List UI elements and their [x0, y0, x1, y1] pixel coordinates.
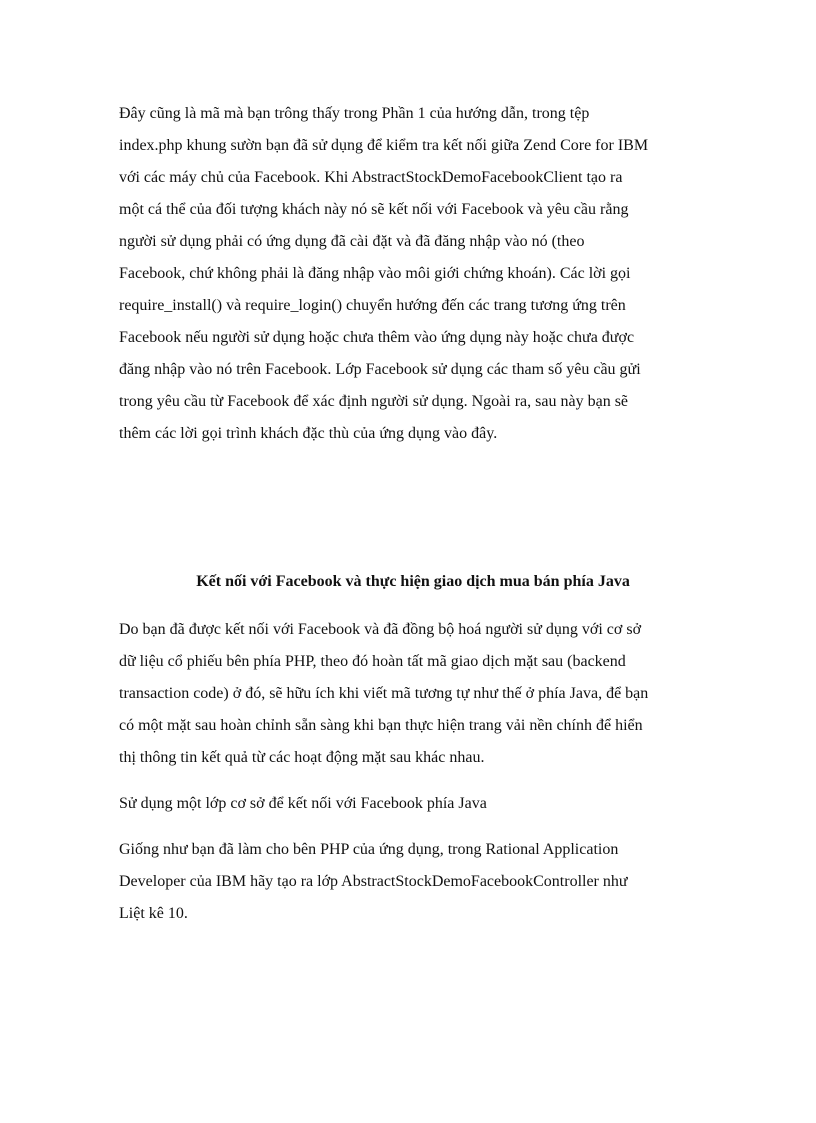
subheading-text: Sử dụng một lớp cơ sở để kết nối với Facebook phía Java [119, 795, 487, 812]
paragraph-line: đăng nhập vào nó trên Facebook. Lớp Facebook sử dụng các tham số yêu cầu gửi [119, 361, 641, 378]
paragraph-line: transaction code) ở đó, sẽ hữu ích khi viết mã tương tự như thế ở phía Java, để bạn [119, 685, 649, 702]
paragraph-java-backend [119, 614, 707, 774]
paragraph-line: Facebook nếu người sử dụng hoặc chưa thêm vào ứng dụng này hoặc chưa được [119, 329, 635, 346]
subheading [119, 788, 707, 820]
document-page [119, 98, 707, 930]
paragraph-line: require_install() và require_login() chuyển hướng đến các trang tương ứng trên [119, 297, 626, 314]
paragraph-line: Developer của IBM hãy tạo ra lớp AbstractStockDemoFacebookController như [119, 873, 628, 890]
spacer [119, 774, 707, 788]
spacer [119, 820, 707, 834]
paragraph-line: thị thông tin kết quả từ các hoạt động mặt sau khác nhau. [119, 749, 485, 766]
paragraph-line: trong yêu cầu từ Facebook để xác định người sử dụng. Ngoài ra, sau này bạn sẽ [119, 393, 629, 410]
paragraph-line: có một mặt sau hoàn chỉnh sẵn sàng khi bạn thực hiện trang vải nền chính để hiển [119, 717, 643, 734]
paragraph-line: người sử dụng phải có ứng dụng đã cài đặt và đã đăng nhập vào nó (theo [119, 233, 585, 250]
section-heading: Kết nối với Facebook và thực hiện giao dịch mua bán phía Java [196, 573, 630, 590]
paragraph-line: dữ liệu cổ phiếu bên phía PHP, theo đó hoàn tất mã giao dịch mặt sau (backend [119, 653, 626, 670]
paragraph-line: Facebook, chứ không phải là đăng nhập vào môi giới chứng khoán). Các lời gọi [119, 265, 631, 282]
paragraph-line: Do bạn đã được kết nối với Facebook và đã đồng bộ hoá người sử dụng với cơ sở [119, 621, 642, 638]
paragraph-line: thêm các lời gọi trình khách đặc thù của ứng dụng vào đây. [119, 425, 498, 442]
paragraph-intro [119, 98, 707, 450]
paragraph-line: với các máy chủ của Facebook. Khi AbstractStockDemoFacebookClient tạo ra [119, 169, 623, 186]
paragraph-line: index.php khung sườn bạn đã sử dụng để kiểm tra kết nối giữa Zend Core for IBM [119, 137, 649, 154]
paragraph-line: một cá thể của đối tượng khách này nó sẽ kết nối với Facebook và yêu cầu rằng [119, 201, 629, 218]
paragraph-controller [119, 834, 707, 930]
paragraph-line: Liệt kê 10. [119, 905, 188, 922]
paragraph-line: Đây cũng là mã mà bạn trông thấy trong Phần 1 của hướng dẫn, trong tệp [119, 105, 590, 122]
spacer [119, 598, 707, 614]
spacer [119, 450, 707, 566]
paragraph-line: Giống như bạn đã làm cho bên PHP của ứng dụng, trong Rational Application [119, 841, 619, 858]
